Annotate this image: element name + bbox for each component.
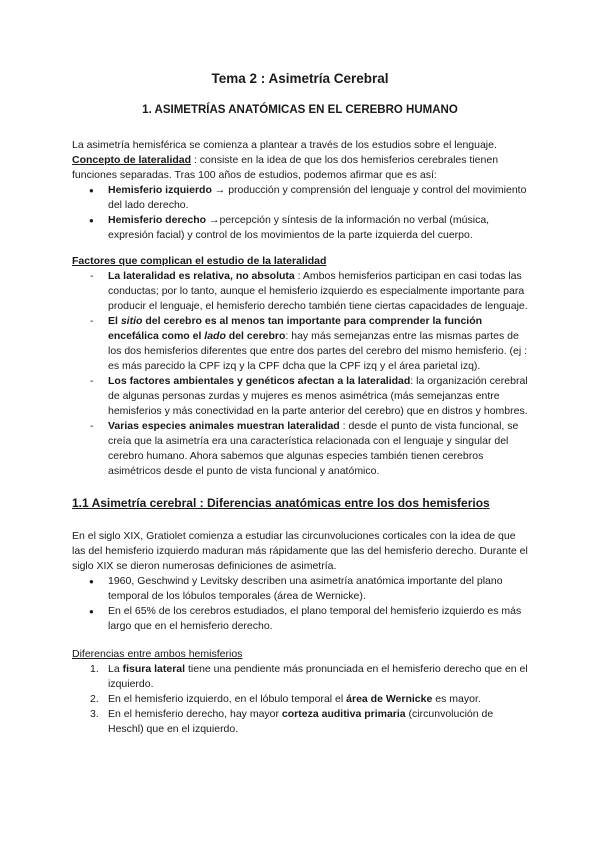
item-bold: El (108, 315, 121, 327)
document-title: Tema 2 : Asimetría Cerebral (211, 71, 389, 86)
item-bold: Los factores ambientales y genéticos afectan a la lateralidad (108, 375, 411, 387)
concept-label: Concepto de lateralidad (72, 154, 192, 166)
item-text: tiene una pendiente más pronunciada en el hemisferio derecho que en el izquierdo. (108, 663, 528, 690)
item-text: En el hemisferio derecho, hay mayor (108, 708, 282, 720)
item-number: 3. (90, 708, 99, 720)
item-text: La (108, 663, 123, 675)
item-bold: corteza auditiva primaria (281, 708, 406, 720)
item-bold: del cerebro (225, 330, 286, 342)
diferencias-heading: Diferencias entre ambos hemisferios (72, 648, 243, 660)
item-bold: fisura lateral (122, 663, 186, 675)
section-1-1-list (72, 574, 528, 634)
list-item (72, 183, 528, 213)
list-item (72, 692, 528, 707)
list-item (72, 374, 528, 419)
item-number: 2. (90, 693, 99, 705)
item-text: (circunvolución de Heschl) que en el izquierdo. (108, 708, 494, 735)
item-text: →percepción y síntesis de la información no verbal (música, expresión facial) y control de los movimientos de la parte izquierda del cuerpo. (108, 214, 490, 241)
item-text: : Ambos hemisferios participan en casi todas las conductas; por lo tanto, aunque el hemisferio izquierdo es especialmente importante para producir el lenguaje, el hemisferio derecho también tiene ciertas capacidades de lenguaje. (108, 270, 528, 312)
list-item (72, 419, 528, 479)
section-1-1-intro: En el siglo XIX, Gratiolet comienza a estudiar las circunvoluciones corticales con la idea de que las del hemisferio izquierdo maduran más rápidamente que las del hemisferio derecho. Durante el siglo XIX se dieron numerosas definiciones de asimetría. (72, 530, 528, 572)
list-item (72, 314, 528, 374)
item-bold-italic: sitio (120, 315, 143, 327)
diferencias-list (72, 662, 528, 737)
item-text: es mayor. (432, 693, 481, 705)
section-1-intro (72, 138, 528, 183)
factores-heading: Factores que complican el estudio de la lateralidad (72, 255, 327, 267)
list-item: ● En el 65% de los cerebros estudiados, el plano temporal del hemisferio izquierdo es más largo que en el hemisferio derecho. (72, 604, 528, 634)
item-text: En el hemisferio izquierdo, en el lóbulo temporal el (108, 693, 347, 705)
item-text: → producción y comprensión del lenguaje y control del movimiento del lado derecho. (108, 184, 527, 211)
hemisphere-list (72, 183, 528, 243)
item-text: : hay más semejanzas entre las mismas partes de los dos hemisferios diferentes que entre dos partes del cerebro del mismo hemisferio. (ej : es más parecido la CPF izq y la CPF dcha que la CPF izq y el área parietal izq). (108, 330, 528, 372)
diferencias-section (72, 647, 528, 737)
section-1-1 (72, 529, 528, 634)
list-item (72, 213, 528, 243)
item-bold: área de Wernicke (346, 693, 433, 705)
item-bold-italic: lado (204, 330, 226, 342)
item-bold: La lateralidad es relativa, no absoluta (108, 270, 295, 282)
item-text: : la organización cerebral de algunas personas zurdas y mujeres es menos asimétrica (más semejanzas entre hemisferios y más conectividad en la parte anterior del cerebro) que en distros y hombres. (108, 375, 528, 417)
list-item (72, 707, 528, 737)
section-1-heading: 1. ASIMETRÍAS ANATÓMICAS EN EL CEREBRO HUMANO (142, 104, 458, 116)
list-item (72, 269, 528, 314)
factores-list (72, 269, 528, 479)
item-number: 1. (90, 663, 99, 675)
list-item (72, 662, 528, 692)
item-bold: Varias especies animales muestran lateralidad (108, 420, 340, 432)
item-bold: Hemisferio derecho (108, 214, 207, 226)
item-bold: Hemisferio izquierdo (108, 184, 212, 196)
section-1-1-heading: 1.1 Asimetría cerebral : Diferencias anatómicas entre los dos hemisferios (72, 496, 490, 510)
item-bold: del cerebro es al menos tan importante para comprender la función encefálica como el (108, 315, 483, 342)
list-item: ● 1960, Geschwind y Levitsky describen una asimetría anatómica importante del plano temporal de los lóbulos temporales (área de Wernicke). (72, 574, 528, 604)
concept-text: : consiste en la idea de que los dos hemisferios cerebrales tienen funciones separadas. Tras 100 años de estudios, podemos afirmar que es así: (72, 154, 499, 181)
item-text: : desde el punto de vista funcional, se creía que la asimetría era una característica relacionada con el lenguaje y singular del cerebro humano. Ahora sabemos que algunas especies también tienen cerebros asimétricos desde el punto de vista funcional y anatómico. (108, 420, 519, 477)
factores-section (72, 254, 528, 479)
intro-text: La asimetría hemisférica se comienza a plantear a través de los estudios sobre el lenguaje. (72, 139, 497, 151)
